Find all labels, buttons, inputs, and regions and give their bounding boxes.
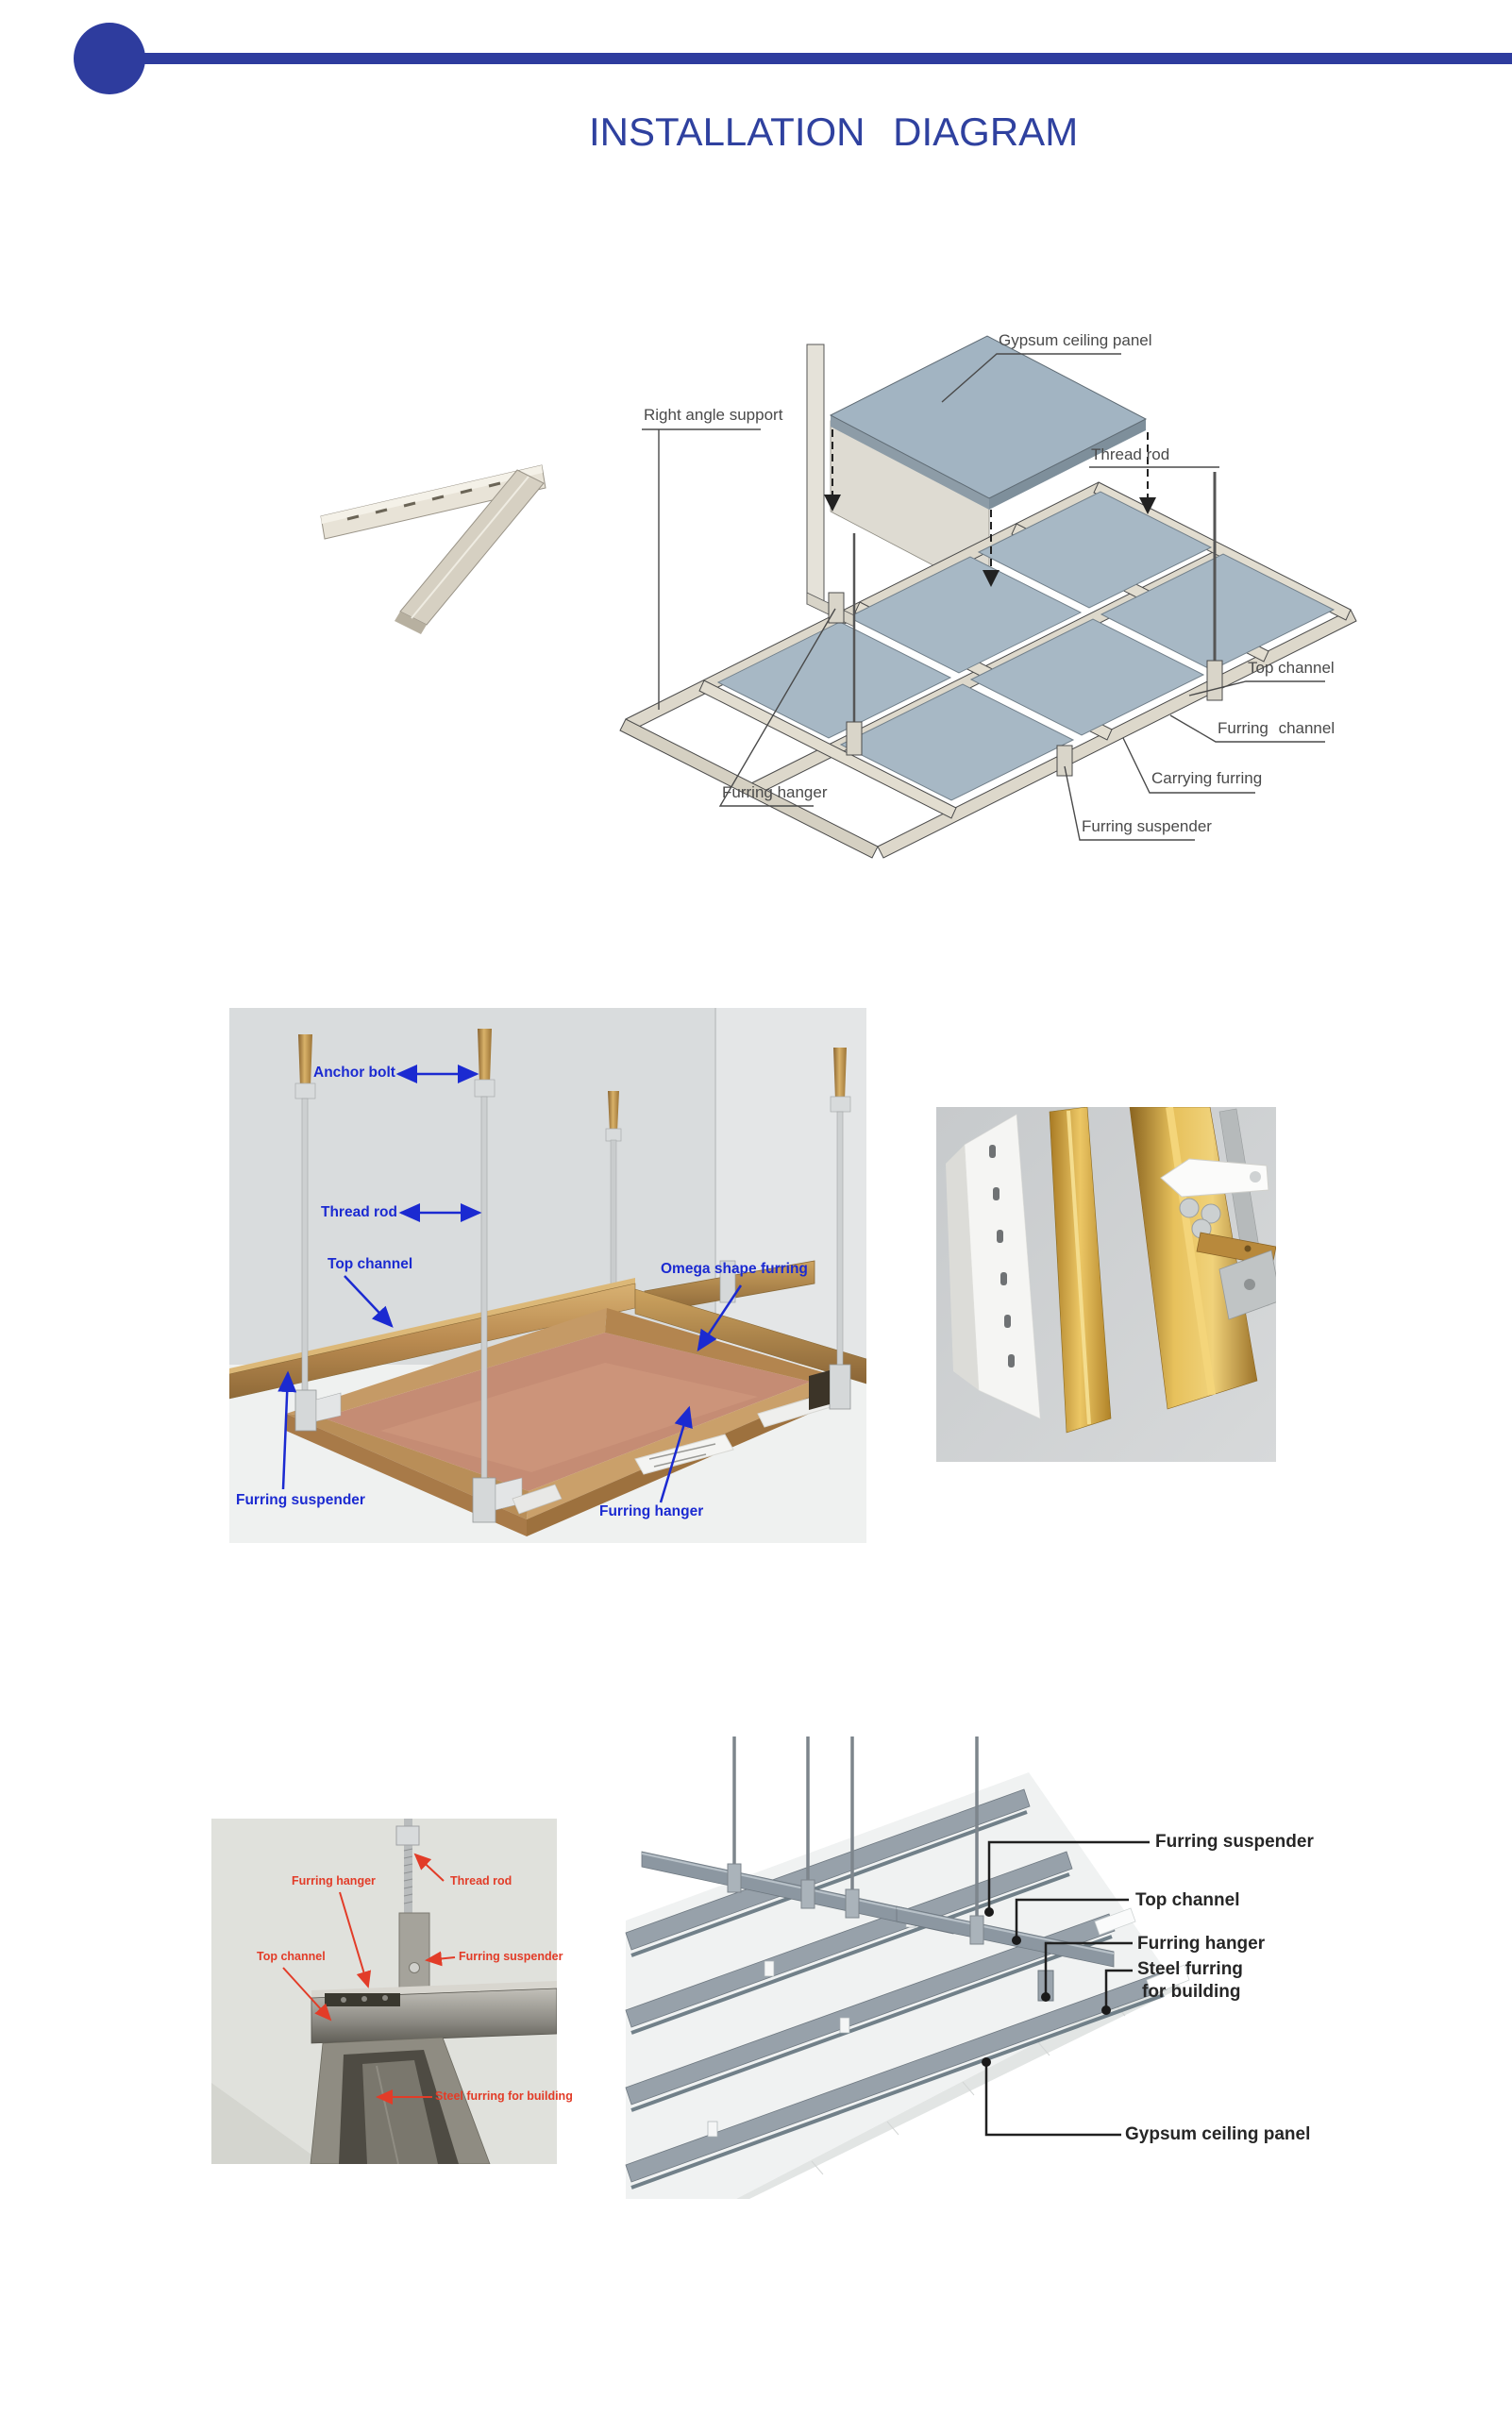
hanger-closeup-photo <box>211 1819 557 2164</box>
label-thread-rod: Thread rod <box>1091 445 1170 463</box>
tee-profile-photo <box>302 444 566 642</box>
label-furring-suspender-closeup: Furring suspender <box>459 1950 563 1963</box>
label-thread-rod-photo: Thread rod <box>321 1204 397 1220</box>
profiles-accessories-photo <box>936 1107 1276 1462</box>
label-furring-hanger: Furring hanger <box>722 783 828 801</box>
label-omega-shape-furring: Omega shape furring <box>661 1261 808 1277</box>
label-top-channel-render: Top channel <box>1135 1890 1240 1910</box>
exploded-grid-diagram <box>604 311 1359 897</box>
accent-divider-line <box>104 53 1512 64</box>
label-furring-channel: Furring channel <box>1218 719 1336 737</box>
label-top-channel-photo: Top channel <box>328 1256 413 1272</box>
label-anchor-bolt: Anchor bolt <box>313 1065 395 1081</box>
label-carrying-furring: Carrying furring <box>1151 769 1263 787</box>
label-gypsum-panel-render: Gypsum ceiling panel <box>1125 2124 1311 2144</box>
label-steel-furring-closeup: Steel furring for building <box>435 2089 573 2103</box>
label-furring-hanger-render: Furring hanger <box>1137 1934 1266 1954</box>
label-right-angle-support: Right angle support <box>644 406 783 424</box>
label-furring-suspender: Furring suspender <box>1082 817 1212 835</box>
label-top-channel-closeup: Top channel <box>257 1950 326 1963</box>
label-gypsum-ceiling-panel: Gypsum ceiling panel <box>999 331 1152 349</box>
label-steel-furring-line2: for building <box>1142 1982 1241 2002</box>
label-furring-suspender-render: Furring suspender <box>1155 1832 1314 1852</box>
label-thread-rod-closeup: Thread rod <box>450 1874 512 1888</box>
label-steel-furring-line1: Steel furring <box>1137 1959 1243 1979</box>
label-furring-hanger-photo: Furring hanger <box>599 1503 704 1519</box>
label-furring-suspender-photo: Furring suspender <box>236 1492 365 1508</box>
label-furring-hanger-closeup: Furring hanger <box>292 1874 376 1888</box>
page-title: INSTALLATION DIAGRAM <box>589 109 1079 154</box>
label-top-channel: Top channel <box>1248 659 1335 677</box>
